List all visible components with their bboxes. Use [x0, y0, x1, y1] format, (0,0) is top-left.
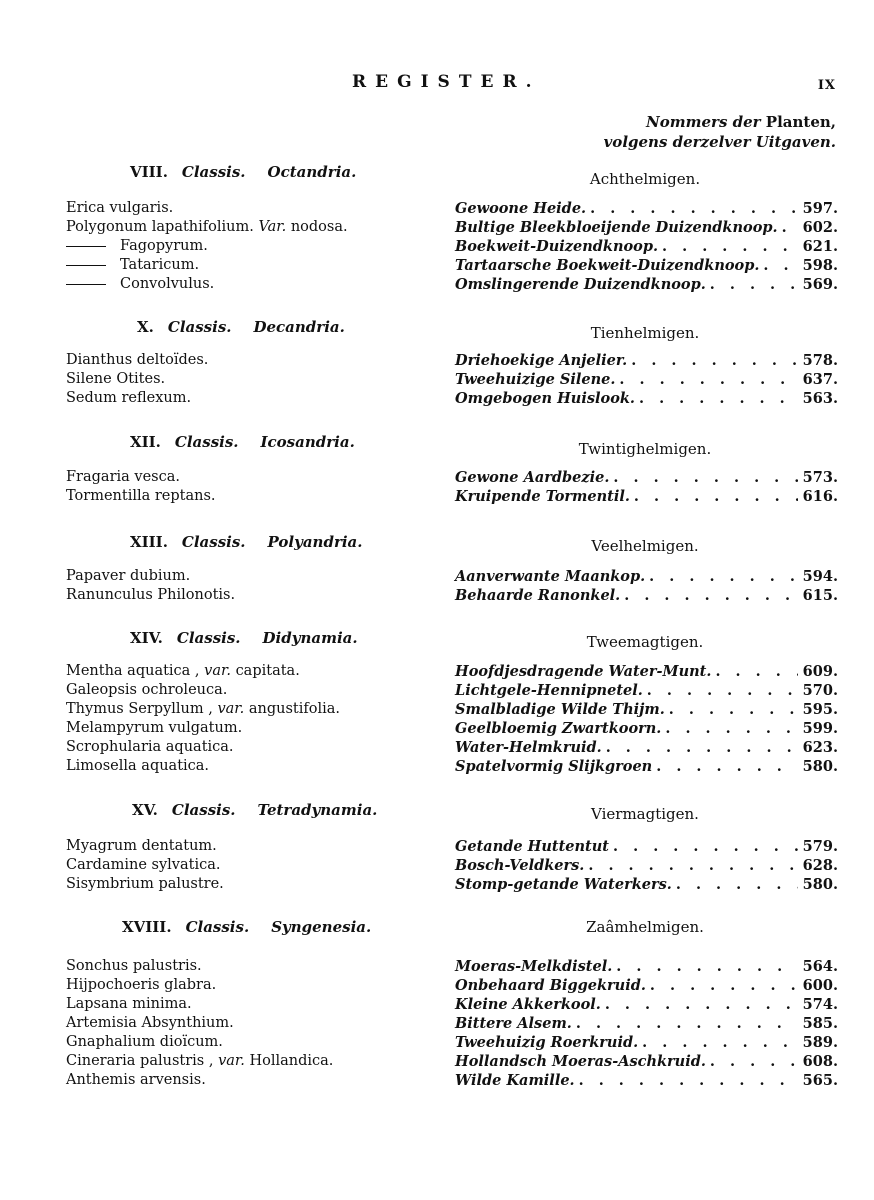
dutch-entry: [455, 219, 838, 236]
latin-name: [66, 1034, 223, 1050]
dutch-name: Lichtgele-Hennipnetel.: [455, 682, 643, 699]
page-reference: 574.: [802, 996, 838, 1013]
section-number: XII.: [130, 433, 161, 451]
page-reference: 609.: [802, 663, 838, 680]
latin-text: Dianthus deltoïdes.: [66, 352, 209, 368]
dot-leader: [572, 1015, 798, 1032]
dutch-name: Tartaarsche Boekweit-Duizendknoop.: [455, 257, 760, 274]
latin-name: [66, 876, 224, 892]
section-order: Didynamia.: [262, 629, 358, 647]
dutch-name: Kleine Akkerkool.: [455, 996, 601, 1013]
dutch-entry: [455, 958, 838, 975]
dutch-name: Gewoone Heide.: [455, 200, 587, 217]
register-entry: [0, 257, 874, 275]
dutch-name: Bosch-Veldkers.: [455, 857, 585, 874]
dutch-name: Getande Huttentut: [455, 838, 609, 855]
latin-name: [66, 200, 173, 216]
dot-leader: [638, 1034, 798, 1051]
latin-text: Limosella aquatica.: [66, 758, 210, 774]
latin-name: [66, 276, 214, 292]
page-reference: 595.: [802, 701, 838, 718]
latin-text: Silene Otites.: [66, 371, 166, 387]
dot-leader: [575, 1072, 798, 1089]
latin-text: Erica vulgaris.: [66, 200, 174, 216]
page-reference: 602.: [802, 219, 838, 236]
dutch-entry: [455, 701, 838, 718]
register-entry: [0, 701, 874, 719]
dutch-name: Spatelvormig Slijkgroen: [455, 758, 653, 775]
dot-leader: [706, 276, 798, 293]
register-entry: [0, 200, 874, 218]
section-number: VIII.: [130, 163, 168, 181]
latin-text: Fagopyrum.: [120, 238, 208, 254]
dot-leader: [601, 996, 798, 1013]
register-entry: [0, 276, 874, 294]
dutch-entry: [455, 390, 838, 407]
ditto-dash: [66, 284, 106, 285]
dutch-entry: [455, 568, 838, 585]
dutch-entry: [455, 977, 838, 994]
latin-text: Melampyrum vulgatum.: [66, 720, 243, 736]
page-reference: 598.: [802, 257, 838, 274]
register-entry: [0, 958, 874, 976]
ditto-dash: [66, 246, 106, 247]
dutch-name: Moeras-Melkdistel.: [455, 958, 613, 975]
page-reference: 585.: [802, 1015, 838, 1032]
dutch-group-heading: Tweemagtigen.: [586, 633, 704, 651]
latin-text: Ranunculus Philonotis.: [66, 587, 236, 603]
register-entry: [0, 720, 874, 738]
latin-name: [66, 996, 192, 1012]
dutch-entry: [455, 720, 838, 737]
register-entry: [0, 352, 874, 370]
page-reference: 600.: [802, 977, 838, 994]
latin-name: [66, 739, 234, 755]
section-order: Tetradynamia.: [257, 801, 378, 819]
register-entry: [0, 568, 874, 586]
page-reference: 563.: [802, 390, 838, 407]
dutch-entry: [455, 200, 838, 217]
column-heading: [604, 112, 836, 152]
dot-leader: [665, 701, 798, 718]
latin-text: Cardamine sylvatica.: [66, 857, 221, 873]
latin-name: [66, 352, 208, 368]
ditto-dash: [66, 265, 106, 266]
dot-leader: [630, 488, 798, 505]
dot-leader: [620, 587, 798, 604]
variety-name: Hollandica.: [249, 1053, 334, 1069]
section-classis: Classis.: [171, 801, 236, 819]
latin-name: [66, 838, 217, 854]
section-order: Octandria.: [267, 163, 357, 181]
latin-text: Tormentilla reptans.: [66, 488, 216, 504]
page-reference: 623.: [802, 739, 838, 756]
dutch-entry: [455, 257, 838, 274]
dutch-group-heading: Twintighelmigen.: [578, 440, 712, 458]
latin-text: Polygonum lapathifolium.: [66, 219, 254, 235]
dutch-entry: [455, 371, 838, 388]
latin-name: [66, 469, 180, 485]
section-order: Decandria.: [253, 318, 345, 336]
dutch-name: Aanverwante Maankop.: [455, 568, 646, 585]
latin-text: Sedum reflexum.: [66, 390, 192, 406]
latin-name: [66, 758, 209, 774]
dot-leader: [646, 977, 798, 994]
page-reference: 594.: [802, 568, 838, 585]
register-entry: [0, 977, 874, 995]
page-reference: 628.: [802, 857, 838, 874]
dutch-entry: [455, 682, 838, 699]
latin-name: [66, 587, 235, 603]
register-entry: [0, 876, 874, 894]
section-classis: Classis.: [167, 318, 232, 336]
section-title: [137, 318, 345, 336]
page-reference: 615.: [802, 587, 838, 604]
section-classis: Classis.: [181, 533, 246, 551]
dutch-name: Hollandsch Moeras-Aschkruid.: [455, 1053, 706, 1070]
section-title: [130, 533, 363, 551]
latin-text: Fragaria vesca.: [66, 469, 180, 485]
dutch-entry: [455, 238, 838, 255]
column-heading-line1b: Planten,: [765, 113, 836, 131]
latin-text: Myagrum dentatum.: [66, 838, 217, 854]
dutch-name: Boekweit-Duizendknoop.: [455, 238, 659, 255]
register-entry: [0, 1034, 874, 1052]
latin-name: [66, 682, 227, 698]
section-order: Syngenesia.: [271, 918, 372, 936]
dot-leader: [652, 758, 798, 775]
column-heading-line2: volgens derzelver Uitgaven.: [603, 133, 836, 151]
section-number: XIII.: [130, 533, 168, 551]
register-entry: [0, 739, 874, 757]
latin-text: Galeopsis ochroleuca.: [66, 682, 228, 698]
dot-leader: [602, 739, 798, 756]
dutch-name: Smalbladige Wilde Thijm.: [455, 701, 665, 718]
latin-name: [66, 701, 340, 717]
latin-text: Gnaphalium dioïcum.: [66, 1034, 223, 1050]
variety-label: var.: [218, 1053, 245, 1069]
dutch-entry: [455, 587, 838, 604]
page-reference: 637.: [802, 371, 838, 388]
dutch-name: Gewone Aardbezie.: [455, 469, 610, 486]
variety-name: nodosa.: [290, 219, 348, 235]
dutch-entry: [455, 488, 838, 505]
page-reference: 564.: [802, 958, 838, 975]
latin-text: Anthemis arvensis.: [66, 1072, 206, 1088]
latin-name: [66, 219, 348, 235]
latin-text: Sonchus palustris.: [66, 958, 202, 974]
dutch-name: Stomp-getande Waterkers.: [455, 876, 672, 893]
page-reference: 616.: [802, 488, 838, 505]
page-reference: 578.: [802, 352, 838, 369]
section-classis: Classis.: [174, 433, 239, 451]
section-classis: Classis.: [181, 163, 246, 181]
section-number: XVIII.: [122, 918, 172, 936]
dutch-name: Tweehuizige Silene.: [455, 371, 616, 388]
dot-leader: [778, 219, 798, 236]
section-number: XV.: [132, 801, 158, 819]
dutch-entry: [455, 857, 838, 874]
page-reference: 565.: [802, 1072, 838, 1089]
latin-text: Cineraria palustris ,: [66, 1053, 214, 1069]
dutch-entry: [455, 1015, 838, 1032]
dot-leader: [609, 469, 798, 486]
latin-name: [66, 720, 242, 736]
dutch-entry: [455, 739, 838, 756]
variety-label: Var.: [258, 219, 287, 235]
register-entry: [0, 371, 874, 389]
variety-name: angustifolia.: [248, 701, 340, 717]
dot-leader: [706, 1053, 798, 1070]
page-reference: 569.: [802, 276, 838, 293]
dutch-entry: [455, 1072, 838, 1089]
dot-leader: [643, 682, 798, 699]
register-entry: [0, 390, 874, 408]
register-entry: [0, 682, 874, 700]
dot-leader: [609, 838, 798, 855]
dutch-entry: [455, 469, 838, 486]
dutch-group-heading: Viermagtigen.: [591, 805, 699, 823]
section-title: [130, 433, 355, 451]
dot-leader: [627, 352, 798, 369]
variety-label: var.: [204, 663, 231, 679]
dot-leader: [658, 238, 798, 255]
dot-leader: [586, 200, 798, 217]
section-number: XIV.: [130, 629, 163, 647]
dutch-name: Bultige Bleekbloeijende Duizendknoop.: [455, 219, 778, 236]
latin-text: Mentha aquatica ,: [66, 663, 200, 679]
page-reference: 597.: [802, 200, 838, 217]
dot-leader: [711, 663, 798, 680]
register-entry: [0, 838, 874, 856]
page-header: [0, 72, 874, 96]
dot-leader: [615, 371, 798, 388]
dutch-name: Behaarde Ranonkel.: [455, 587, 621, 604]
latin-text: Tataricum.: [120, 257, 200, 273]
dutch-name: Omgebogen Huislook.: [455, 390, 635, 407]
dutch-name: Water-Helmkruid.: [455, 739, 602, 756]
dutch-entry: [455, 838, 838, 855]
page-title: REGISTER.: [352, 72, 541, 92]
dot-leader: [661, 720, 798, 737]
latin-text: Artemisia Absynthium.: [66, 1015, 234, 1031]
dutch-name: Omslingerende Duizendknoop.: [455, 276, 706, 293]
section-title: [130, 629, 358, 647]
latin-name: [66, 1053, 333, 1069]
latin-name: [66, 390, 191, 406]
dutch-group-heading: Achthelmigen.: [589, 170, 701, 188]
latin-text: Convolvulus.: [120, 276, 215, 292]
latin-text: Papaver dubium.: [66, 568, 191, 584]
register-entry: [0, 587, 874, 605]
dutch-entry: [455, 1034, 838, 1051]
dutch-entry: [455, 352, 838, 369]
register-entry: [0, 1053, 874, 1071]
latin-name: [66, 958, 202, 974]
section-title: [122, 918, 371, 936]
dutch-name: Hoofdjesdragende Water-Munt.: [455, 663, 712, 680]
column-heading-line1a: Nommers der: [646, 113, 761, 131]
dot-leader: [635, 390, 798, 407]
page-number: IX: [817, 78, 836, 93]
latin-text: Thymus Serpyllum ,: [66, 701, 213, 717]
dutch-entry: [455, 996, 838, 1013]
register-entry: [0, 238, 874, 256]
latin-name: [66, 568, 190, 584]
section-title: [132, 801, 377, 819]
register-entry: [0, 469, 874, 487]
dutch-name: Geelbloemig Zwartkoorn.: [455, 720, 662, 737]
dutch-name: Tweehuizig Roerkruid.: [455, 1034, 639, 1051]
latin-name: [66, 663, 300, 679]
register-entry: [0, 1072, 874, 1090]
page-reference: 599.: [802, 720, 838, 737]
page-reference: 570.: [802, 682, 838, 699]
register-entry: [0, 219, 874, 237]
dutch-entry: [455, 663, 838, 680]
register-entry: [0, 663, 874, 681]
page-reference: 579.: [802, 838, 838, 855]
latin-name: [66, 488, 216, 504]
dutch-name: Bittere Alsem.: [455, 1015, 572, 1032]
dutch-name: Driehoekige Anjelier.: [455, 352, 628, 369]
section-number: X.: [137, 318, 154, 336]
register-entry: [0, 488, 874, 506]
dutch-name: Wilde Kamille.: [455, 1072, 575, 1089]
dutch-entry: [455, 876, 838, 893]
dutch-entry: [455, 1053, 838, 1070]
latin-name: [66, 1072, 206, 1088]
dutch-name: Onbehaard Biggekruid.: [455, 977, 646, 994]
page-reference: 580.: [802, 876, 838, 893]
section-classis: Classis.: [176, 629, 241, 647]
register-entry: [0, 758, 874, 776]
dot-leader: [672, 876, 798, 893]
dutch-entry: [455, 758, 838, 775]
dot-leader: [645, 568, 798, 585]
section-title: [130, 163, 356, 181]
latin-text: Hijpochoeris glabra.: [66, 977, 217, 993]
latin-name: [66, 857, 220, 873]
section-order: Icosandria.: [260, 433, 355, 451]
latin-text: Sisymbrium palustre.: [66, 876, 224, 892]
latin-text: Scrophularia aquatica.: [66, 739, 234, 755]
page-reference: 608.: [802, 1053, 838, 1070]
register-entry: [0, 1015, 874, 1033]
latin-name: [66, 238, 208, 254]
dutch-entry: [455, 276, 838, 293]
dutch-group-heading: Zaâmhelmigen.: [586, 918, 704, 936]
dutch-group-heading: Veelhelmigen.: [591, 537, 699, 555]
variety-name: capitata.: [235, 663, 300, 679]
latin-text: Lapsana minima.: [66, 996, 192, 1012]
latin-name: [66, 1015, 234, 1031]
dutch-name: Kruipende Tormentil.: [455, 488, 630, 505]
latin-name: [66, 371, 165, 387]
dot-leader: [612, 958, 798, 975]
dot-leader: [759, 257, 798, 274]
dutch-group-heading: Tienhelmigen.: [590, 324, 700, 342]
variety-label: var.: [217, 701, 245, 717]
register-entry: [0, 996, 874, 1014]
page-reference: 621.: [802, 238, 838, 255]
section-order: Polyandria.: [267, 533, 363, 551]
dot-leader: [584, 857, 798, 874]
register-entry: [0, 857, 874, 875]
latin-name: [66, 977, 216, 993]
page-reference: 580.: [802, 758, 838, 775]
page-reference: 589.: [802, 1034, 838, 1051]
section-classis: Classis.: [185, 918, 250, 936]
latin-name: [66, 257, 199, 273]
page-reference: 573.: [802, 469, 838, 486]
